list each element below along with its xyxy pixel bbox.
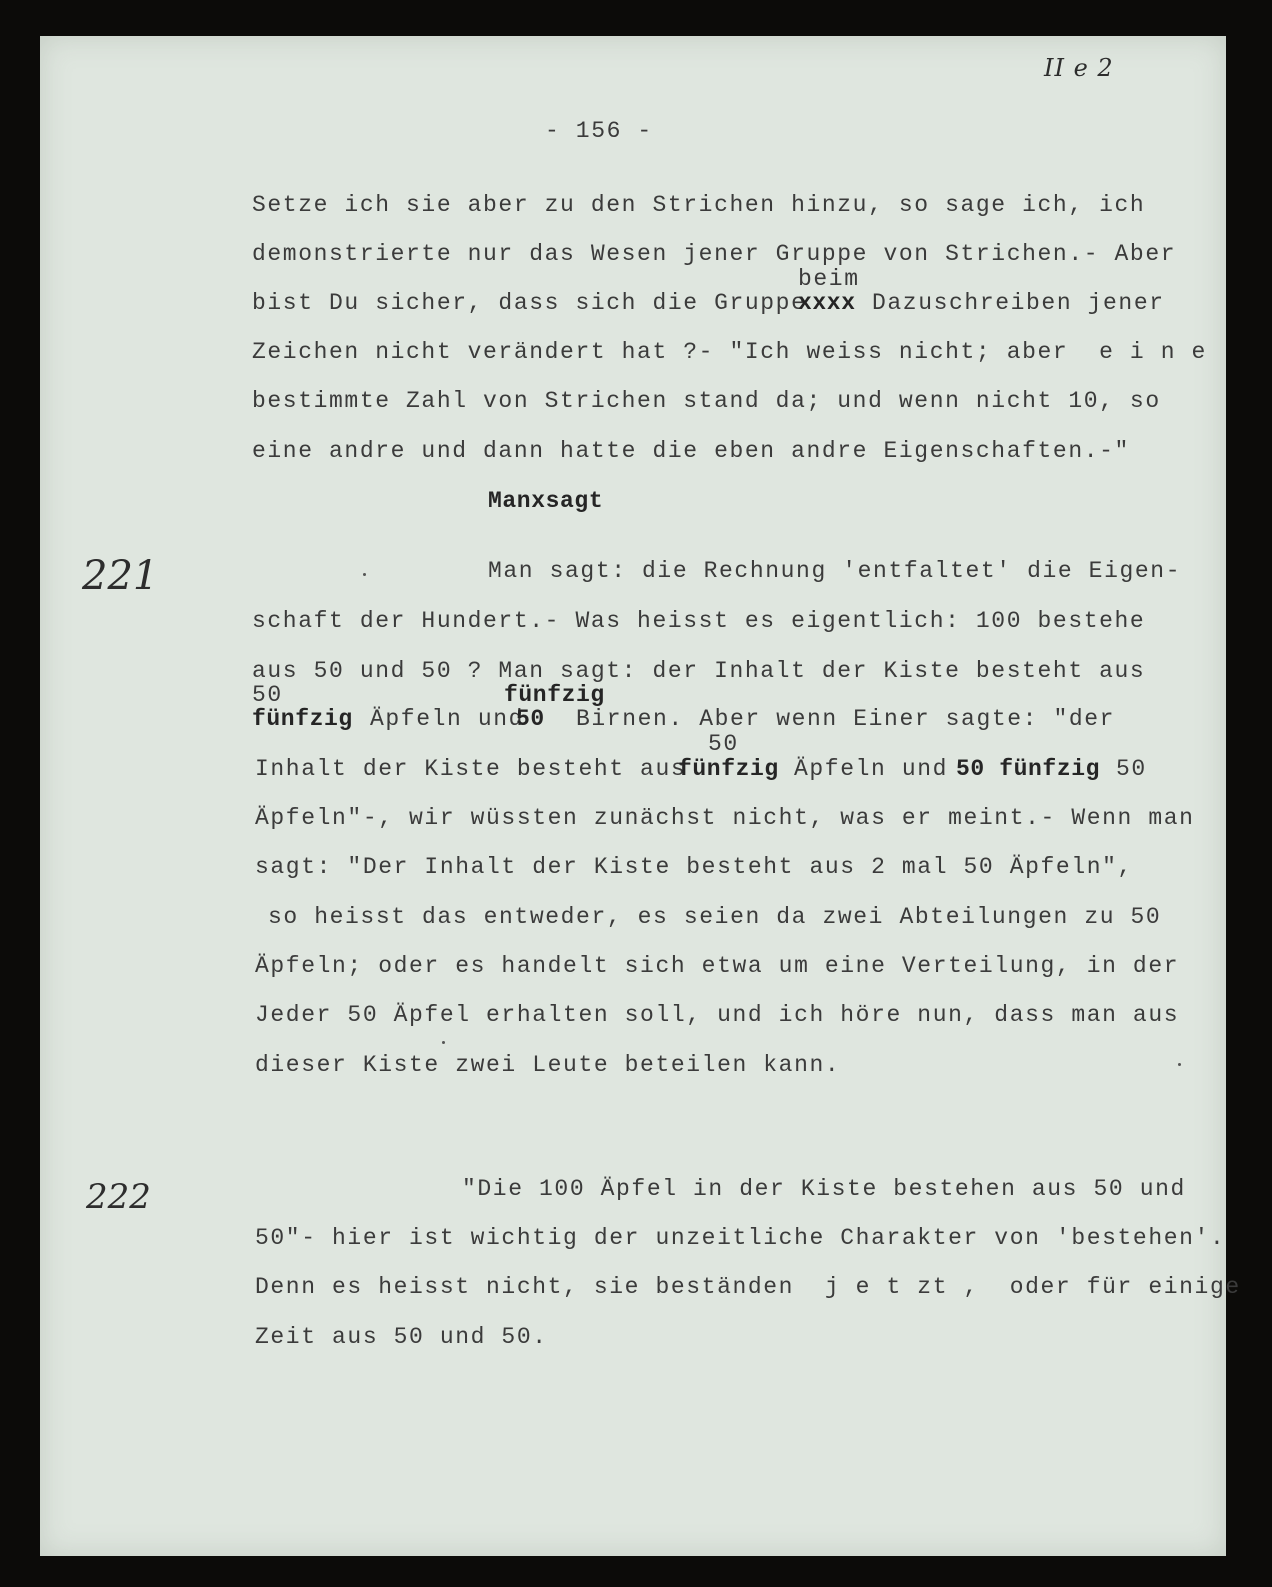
- text-line: Man sagt: die Rechnung 'entfaltet' die Eigen-: [488, 558, 1182, 584]
- struck-out-word: xxxx: [798, 290, 856, 316]
- margin-number-221: 221: [82, 553, 159, 599]
- text-line: bist Du sicher, dass sich die Gruppe: [252, 290, 807, 316]
- text-line: Denn es heisst nicht, sie beständen j e t zt , oder für einige: [255, 1274, 1241, 1300]
- text-line: Äpfeln und: [794, 756, 949, 782]
- text-line: Zeichen nicht verändert hat ?- "Ich weiss nicht; aber e i n e: [252, 339, 1207, 365]
- text-line: 50"- hier ist wichtig der unzeitliche Charakter von 'bestehen'.: [255, 1225, 1226, 1251]
- text-line: aus 50 und 50 ? Man sagt: der Inhalt der Kiste besteht aus: [252, 658, 1146, 684]
- interlinear-correction: beim: [798, 266, 860, 292]
- text-line: Zeit aus 50 und 50.: [255, 1324, 548, 1350]
- text-line: sagt: "Der Inhalt der Kiste besteht aus 2 mal 50 Äpfeln",: [255, 854, 1133, 880]
- text-line: Jeder 50 Äpfel erhalten soll, und ich höre nun, dass man aus: [255, 1002, 1180, 1028]
- page-number: - 156 -: [545, 118, 653, 144]
- text-line: Dazuschreiben jener: [872, 290, 1165, 316]
- text-line: dieser Kiste zwei Leute beteilen kann.: [255, 1052, 841, 1078]
- text-line: Äpfeln; oder es handelt sich etwa um eine Verteilung, in der: [255, 953, 1180, 979]
- struck-out-word: fünfzig: [678, 756, 779, 782]
- ink-speck: [442, 1041, 445, 1044]
- struck-out-phrase: Manxsagt: [488, 488, 604, 514]
- text-line: so heisst das entweder, es seien da zwei Abteilungen zu 50: [268, 904, 1162, 930]
- text-line: schaft der Hundert.- Was heisst es eigentlich: 100 bestehe: [252, 608, 1146, 634]
- text-line: Inhalt der Kiste besteht aus: [255, 756, 687, 782]
- interlinear-correction: 50: [708, 731, 739, 757]
- text-line: Birnen. Aber wenn Einer sagte: "der: [576, 706, 1116, 732]
- archive-mark: II e 2: [1044, 54, 1114, 82]
- struck-out-word: fünfzig: [252, 706, 353, 732]
- text-line: demonstrierte nur das Wesen jener Gruppe von Strichen.- Aber: [252, 241, 1177, 267]
- margin-number-222: 222: [86, 1177, 151, 1217]
- struck-out-word: fünfzig: [504, 682, 605, 708]
- text-line: bestimmte Zahl von Strichen stand da; und wenn nicht 10, so: [252, 388, 1161, 414]
- text-line: eine andre und dann hatte die eben andre Eigenschaften.-": [252, 438, 1130, 464]
- ink-speck: [363, 573, 366, 576]
- text-line: Setze ich sie aber zu den Strichen hinzu, so sage ich, ich: [252, 192, 1146, 218]
- struck-out-phrase: 50 fünfzig: [956, 756, 1101, 782]
- text-line: 50: [1116, 756, 1147, 782]
- ink-speck: [1178, 1063, 1181, 1066]
- interlinear-correction: 50: [252, 682, 283, 708]
- text-line: "Die 100 Äpfel in der Kiste bestehen aus 50 und: [462, 1176, 1186, 1202]
- text-line: Äpfeln"-, wir wüssten zunächst nicht, was er meint.- Wenn man: [255, 805, 1195, 831]
- struck-out-word: 50: [516, 706, 545, 732]
- text-line: Äpfeln und: [370, 706, 525, 732]
